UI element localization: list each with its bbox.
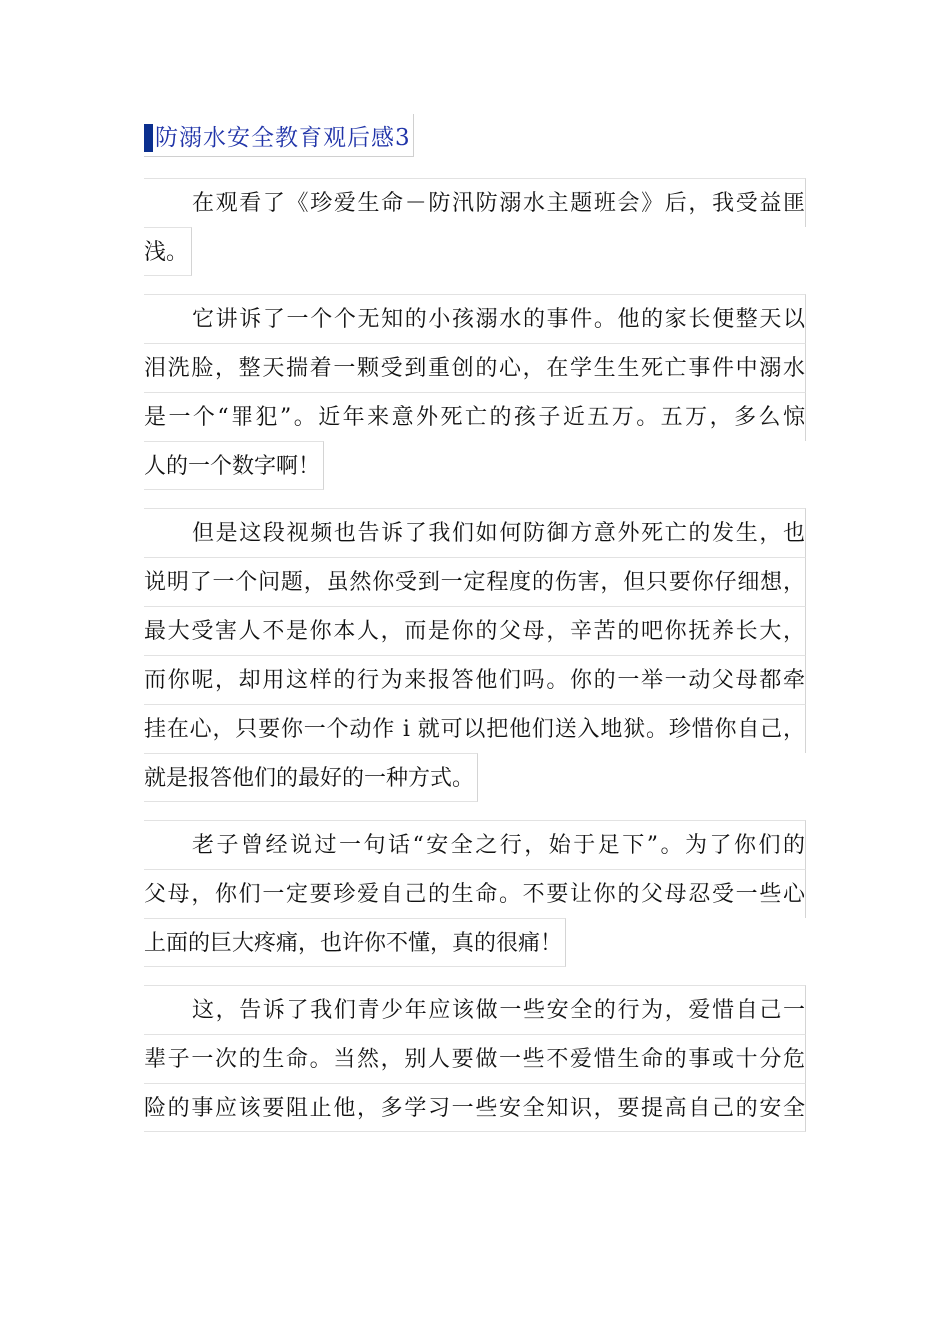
paragraph-line: 最大受害人不是你本人，而是你的父母，辛苦的吧你抚养长大， bbox=[144, 606, 806, 655]
paragraph-line: 父母，你们一定要珍爱自己的生命。不要让你的父母忍受一些心 bbox=[144, 869, 806, 918]
paragraph-line: 但是这段视频也告诉了我们如何防御方意外死亡的发生，也 bbox=[144, 508, 806, 557]
paragraph-line: 老子曾经说过一句话“安全之行，始于足下”。为了你们的 bbox=[144, 820, 806, 869]
paragraph-line: 是一个“罪犯”。近年来意外死亡的孩子近五万。五万，多么惊 bbox=[144, 392, 806, 441]
paragraph-5 bbox=[144, 985, 806, 1132]
title-marker bbox=[144, 124, 153, 152]
paragraph-4 bbox=[144, 820, 806, 971]
paragraph-line: 辈子一次的生命。当然，别人要做一些不爱惜生命的事或十分危 bbox=[144, 1034, 806, 1083]
paragraph-1 bbox=[144, 178, 806, 280]
paragraph-line: 就是报答他们的最好的一种方式。 bbox=[144, 753, 478, 802]
document-body bbox=[144, 178, 806, 1146]
paragraph-line: 它讲诉了一个个无知的小孩溺水的事件。他的家长便整天以 bbox=[144, 294, 806, 343]
document-title: 防溺水安全教育观后感3 bbox=[155, 124, 411, 151]
paragraph-line: 在观看了《珍爱生命－防汛防溺水主题班会》后，我受益匪 bbox=[144, 178, 806, 227]
paragraph-line: 泪洗脸，整天揣着一颗受到重创的心，在学生生死亡事件中溺水 bbox=[144, 343, 806, 392]
paragraph-line: 这，告诉了我们青少年应该做一些安全的行为，爱惜自己一 bbox=[144, 985, 806, 1034]
paragraph-line: 人的一个数字啊！ bbox=[144, 441, 324, 490]
paragraph-line: 说明了一个问题，虽然你受到一定程度的伤害，但只要你仔细想， bbox=[144, 557, 806, 606]
paragraph-line: 上面的巨大疼痛，也许你不懂，真的很痛！ bbox=[144, 918, 566, 967]
paragraph-line: 浅。 bbox=[144, 227, 192, 276]
paragraph-2 bbox=[144, 294, 806, 494]
paragraph-line: 挂在心，只要你一个动作 i 就可以把他们送入地狱。珍惜你自己， bbox=[144, 704, 806, 753]
document-title-box bbox=[144, 114, 414, 157]
paragraph-3 bbox=[144, 508, 806, 806]
paragraph-line: 而你呢，却用这样的行为来报答他们吗。你的一举一动父母都牵 bbox=[144, 655, 806, 704]
paragraph-line: 险的事应该要阻止他，多学习一些安全知识，要提高自己的安全 bbox=[144, 1083, 806, 1132]
